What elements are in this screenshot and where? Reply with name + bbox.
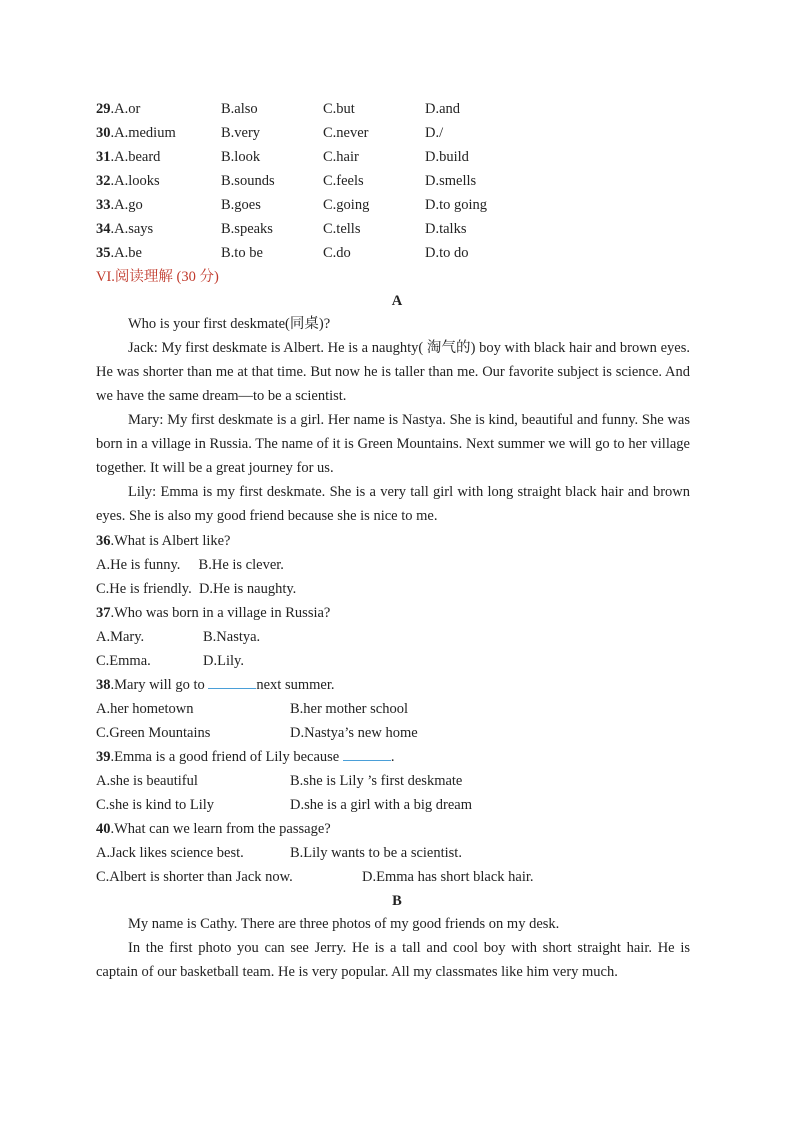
question-stem: .Who was born in a village in Russia? xyxy=(110,605,331,621)
option-c: C.but xyxy=(323,101,355,117)
option-d: D.she is a girl with a big dream xyxy=(290,797,473,813)
passage-b-heading: B xyxy=(392,893,402,909)
question-stem-end: . xyxy=(390,749,395,765)
option-a: A.Jack likes science best. xyxy=(96,845,244,861)
passage-a-paragraph: Who is your first deskmate(同桌)? xyxy=(128,316,331,332)
question-number: 37 xyxy=(96,605,111,621)
option-a-text: .A.says xyxy=(110,221,154,237)
option-a xyxy=(96,148,160,166)
question-number: 39 xyxy=(96,749,111,765)
question-stem-end: next summer. xyxy=(256,677,335,693)
answer-blank xyxy=(208,676,256,689)
option-c: C.going xyxy=(323,197,370,213)
option-b: B.Nastya. xyxy=(203,629,261,645)
option-a xyxy=(96,172,160,190)
question-number: 31 xyxy=(96,149,111,165)
option-c: C.she is kind to Lily xyxy=(96,797,215,813)
option-a-text: .A.beard xyxy=(110,149,161,165)
option-d: D.build xyxy=(425,149,469,165)
option-d: D./ xyxy=(425,125,444,141)
option-c: C.Emma. xyxy=(96,653,151,669)
option-c: C.do xyxy=(323,245,351,261)
option-a xyxy=(96,196,143,214)
option-b: B.look xyxy=(221,149,261,165)
question-number: 33 xyxy=(96,197,111,213)
question-38 xyxy=(96,676,335,694)
passage-a-paragraph: Mary: My first deskmate is a girl. Her name is Nastya. She is kind, beautiful and funny. She was born in a village in Russia. The name of it is Green Mountains. Next summer we will go to her village together. It will be a great journey for us. xyxy=(96,412,690,476)
question-number: 40 xyxy=(96,821,111,837)
option-c: C.Albert is shorter than Jack now. xyxy=(96,869,293,885)
option-b: B.very xyxy=(221,125,261,141)
option-a: A.she is beautiful xyxy=(96,773,198,789)
question-stem: .What can we learn from the passage? xyxy=(110,821,331,837)
option-a-text: .A.go xyxy=(110,197,143,213)
passage-b-paragraph: In the first photo you can see Jerry. He is a tall and cool boy with short straight hair. He is captain of our basketball team. He is very popular. All my classmates like him very much. xyxy=(96,940,690,980)
option-d: D.smells xyxy=(425,173,477,189)
option-c: C.hair xyxy=(323,149,359,165)
option-d: D.Emma has short black hair. xyxy=(362,869,534,885)
question-stem: .Emma is a good friend of Lily because xyxy=(110,749,343,765)
passage-b xyxy=(96,912,690,984)
option-d: D.to going xyxy=(425,197,488,213)
question-stem: .Mary will go to xyxy=(110,677,209,693)
passage-b-paragraph: My name is Cathy. There are three photos of my good friends on my desk. xyxy=(128,916,560,932)
option-a-text: .A.looks xyxy=(110,173,160,189)
option-c: C.feels xyxy=(323,173,364,189)
option-b: B.also xyxy=(221,101,258,117)
option-a xyxy=(96,100,140,118)
option-c: C.Green Mountains xyxy=(96,725,211,741)
option-a-text: .A.or xyxy=(110,101,141,117)
answer-blank xyxy=(343,748,391,761)
option-b: B.speaks xyxy=(221,221,273,237)
option-b: B.her mother school xyxy=(290,701,408,717)
question-number: 30 xyxy=(96,125,111,141)
question-number: 34 xyxy=(96,221,111,237)
question-number: 38 xyxy=(96,677,111,693)
question-37 xyxy=(96,604,330,622)
option-d: D.talks xyxy=(425,221,467,237)
option-a-text: .A.medium xyxy=(110,125,176,141)
question-40 xyxy=(96,820,331,838)
option-b: B.to be xyxy=(221,245,263,261)
option-a: A.her hometown xyxy=(96,701,194,717)
option-d: D.Nastya’s new home xyxy=(290,725,418,741)
option-a-text: .A.be xyxy=(110,245,142,261)
option-a xyxy=(96,124,176,142)
option-d: D.to do xyxy=(425,245,469,261)
passage-a-heading: A xyxy=(391,293,403,309)
option-b: B.sounds xyxy=(221,173,275,189)
option-c: C.never xyxy=(323,125,369,141)
question-number: 36 xyxy=(96,533,111,549)
option-b: B.goes xyxy=(221,197,261,213)
passage-a-paragraph: Jack: My first deskmate is Albert. He is a naughty( 淘气的) boy with black hair and brown eyes. He was shorter than me at that time. But now he is taller than me. Our favorite subject is science. And we have the same dream—to be a scientist. xyxy=(96,340,690,404)
option-b: B.Lily wants to be a scientist. xyxy=(290,845,462,861)
passage-a-paragraph: Lily: Emma is my first deskmate. She is a very tall girl with long straight black hair and brown eyes. She is also my good friend because she is nice to me. xyxy=(96,484,690,524)
question-36-options-2: C.He is friendly. D.He is naughty. xyxy=(96,581,297,597)
option-a: A.Mary. xyxy=(96,629,145,645)
question-36 xyxy=(96,532,231,550)
question-stem: .What is Albert like? xyxy=(110,533,231,549)
question-36-options-1: A.He is funny. B.He is clever. xyxy=(96,557,284,573)
option-a xyxy=(96,244,142,262)
option-d: D.and xyxy=(425,101,461,117)
question-number: 35 xyxy=(96,245,111,261)
question-number: 29 xyxy=(96,101,111,117)
question-39 xyxy=(96,748,394,766)
option-d: D.Lily. xyxy=(203,653,244,669)
passage-a xyxy=(96,312,690,528)
section-title: VI.阅读理解 (30 分) xyxy=(96,269,219,285)
option-a xyxy=(96,220,153,238)
option-c: C.tells xyxy=(323,221,361,237)
option-b: B.she is Lily ’s first deskmate xyxy=(290,773,463,789)
question-number: 32 xyxy=(96,173,111,189)
